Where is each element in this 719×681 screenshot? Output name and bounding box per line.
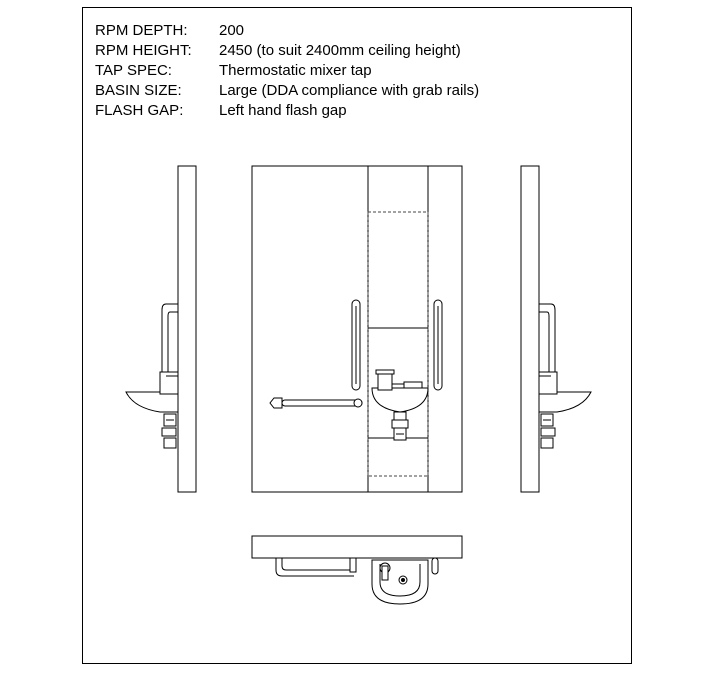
spec-value: 2450 (to suit 2400mm ceiling height) bbox=[219, 42, 461, 59]
front-elevation bbox=[252, 166, 462, 492]
spec-value: Left hand flash gap bbox=[219, 102, 347, 119]
plan-view bbox=[252, 536, 462, 604]
spec-label: BASIN SIZE: bbox=[95, 82, 182, 99]
right-side-elevation bbox=[521, 166, 591, 492]
spec-value: 200 bbox=[219, 22, 245, 39]
spec-label: TAP SPEC: bbox=[95, 62, 172, 79]
spec-label: RPM DEPTH: bbox=[95, 22, 188, 39]
spec-value: Thermostatic mixer tap bbox=[219, 62, 372, 79]
spec-value: Large (DDA compliance with grab rails) bbox=[219, 82, 480, 99]
left-side-elevation bbox=[126, 166, 196, 492]
spec-label: RPM HEIGHT: bbox=[95, 42, 192, 59]
spec-label: FLASH GAP: bbox=[95, 102, 184, 119]
